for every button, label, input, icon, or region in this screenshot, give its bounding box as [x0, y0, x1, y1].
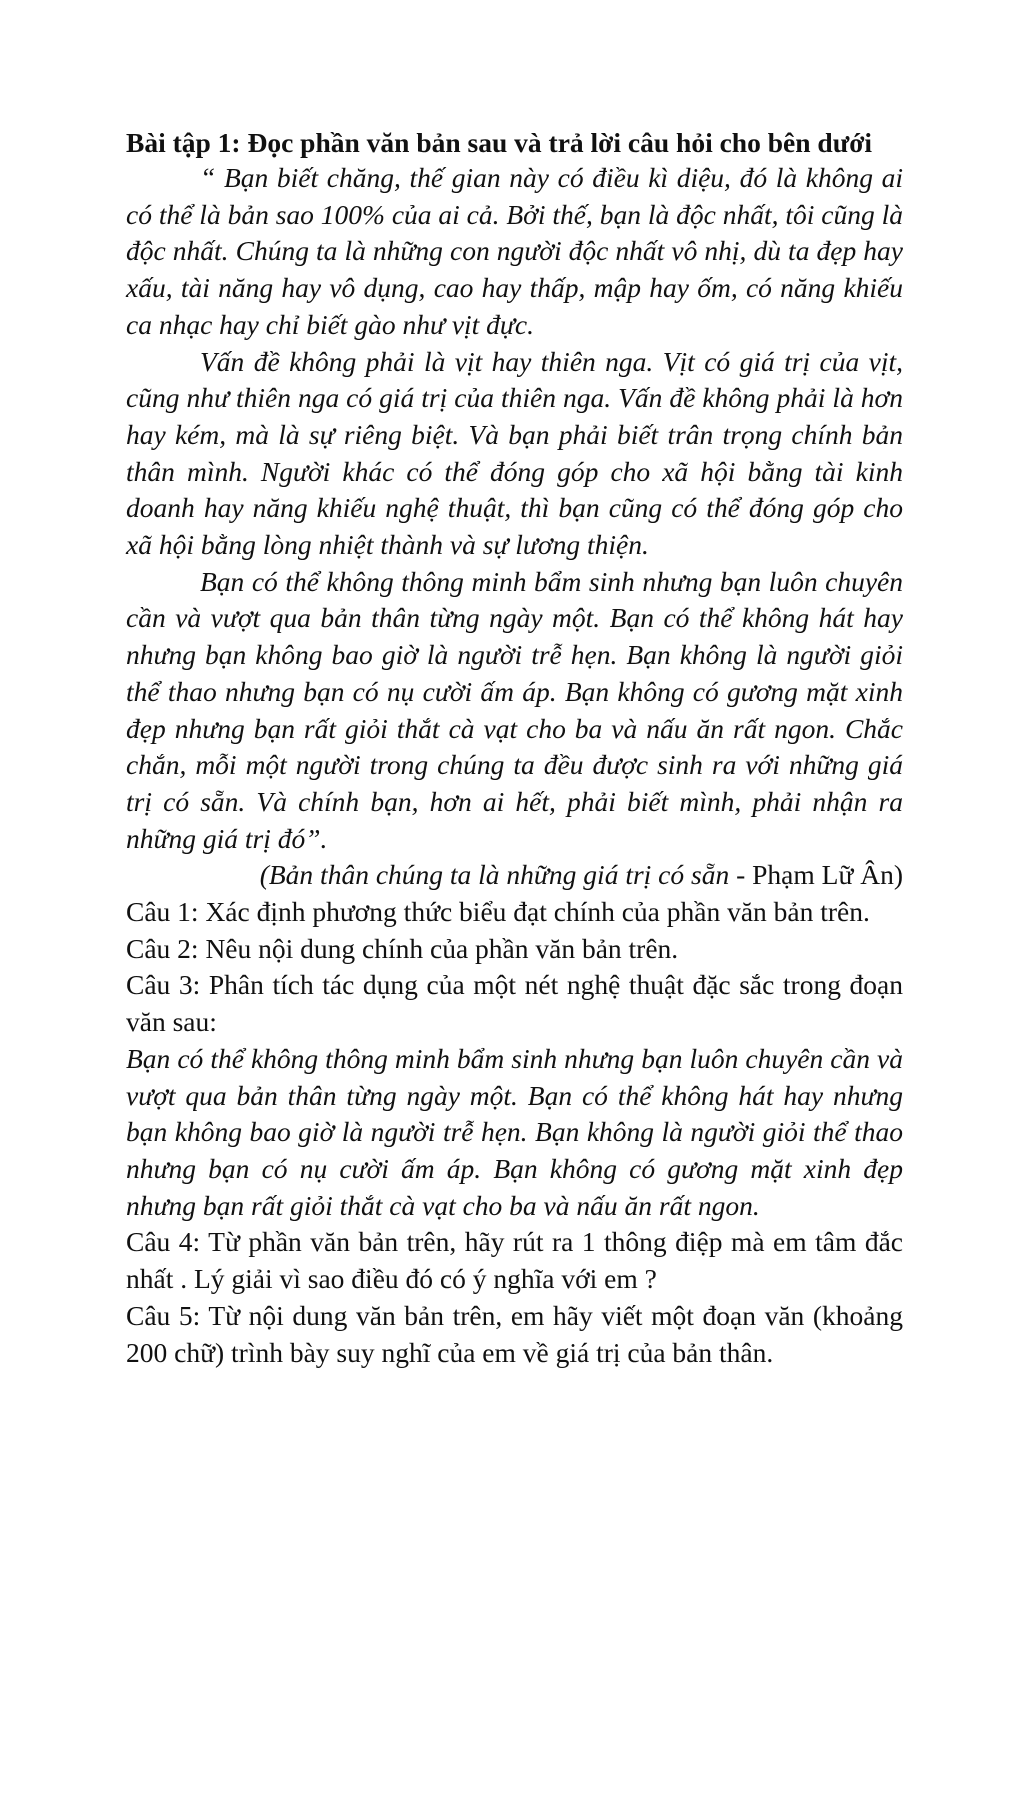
question-3: Câu 3: Phân tích tác dụng của một nét nghệ thuật đặc sắc trong đoạn văn sau:: [126, 969, 903, 1038]
document-page: [126, 126, 903, 1371]
passage-paragraph-3: Bạn có thể không thông minh bẩm sinh nhưng bạn luôn chuyên cần và vượt qua bản thân từng ngày một. Bạn có thể không hát hay nhưng bạn không bao giờ là người trễ hẹn. Bạn không là người giỏi thể thao nhưng bạn có nụ cười ấm áp. Bạn không có gương mặt xinh đẹp nhưng bạn rất giỏi thắt cà vạt cho ba và nấu ăn rất ngon. Chắc chắn, mỗi một người trong chúng ta đều được sinh ra với những giá trị có sẵn. Và chính bạn, hơn ai hết, phải biết mình, phải nhận ra những giá trị đó”.: [126, 565, 903, 854]
question-1: Câu 1: Xác định phương thức biểu đạt chính của phần văn bản trên.: [126, 896, 870, 928]
passage-paragraph-2: Vấn đề không phải là vịt hay thiên nga. Vịt có giá trị của vịt, cũng như thiên nga có giá trị của thiên nga. Vấn đề không phải là hơn hay kém, mà là sự riêng biệt. Và bạn phải biết trân trọng chính bản thân mình. Người khác có thể đóng góp cho xã hội bằng tài kinh doanh hay năng khiếu nghệ thuật, thì bạn cũng có thể đóng góp cho xã hội bằng lòng nhiệt thành và sự lương thiện.: [126, 345, 903, 561]
reading-passage: [126, 160, 903, 894]
passage-source: [126, 857, 903, 894]
question-list: [126, 894, 903, 1371]
passage-paragraph-1: “ Bạn biết chăng, thế gian này có điều kì diệu, đó là không ai có thể là bản sao 100% của ai cả. Bởi thế, bạn là độc nhất, tôi cũng là độc nhất. Chúng ta là những con người độc nhất vô nhị, dù ta đẹp hay xấu, tài năng hay vô dụng, cao hay thấp, mập hay ốm, có năng khiếu ca nhạc hay chỉ biết gào như vịt đực.: [126, 162, 903, 340]
question-3-quote: Bạn có thể không thông minh bẩm sinh nhưng bạn luôn chuyên cần và vượt qua bản thân từng ngày một. Bạn có thể không hát hay nhưng bạn không bao giờ là người trễ hẹn. Bạn không là người giỏi thể thao nhưng bạn có nụ cười ấm áp. Bạn không có gương mặt xinh đẹp nhưng bạn rất giỏi thắt cà vạt cho ba và nấu ăn rất ngon.: [126, 1042, 903, 1221]
source-author: Phạm Lữ Ân): [745, 859, 903, 891]
exercise-heading: Bài tập 1: Đọc phần văn bản sau và trả lời câu hỏi cho bên dưới: [126, 127, 873, 158]
question-5: Câu 5: Từ nội dung văn bản trên, em hãy viết một đoạn văn (khoảng 200 chữ) trình bày suy nghĩ của em về giá trị của bản thân.: [126, 1299, 903, 1368]
question-2: Câu 2: Nêu nội dung chính của phần văn bản trên.: [126, 932, 679, 964]
question-4: Câu 4: Từ phần văn bản trên, hãy rút ra 1 thông điệp mà em tâm đắc nhất . Lý giải vì sao điều đó có ý nghĩa với em ?: [126, 1226, 903, 1295]
source-title: (Bản thân chúng ta là những giá trị có sẵn -: [259, 859, 746, 891]
